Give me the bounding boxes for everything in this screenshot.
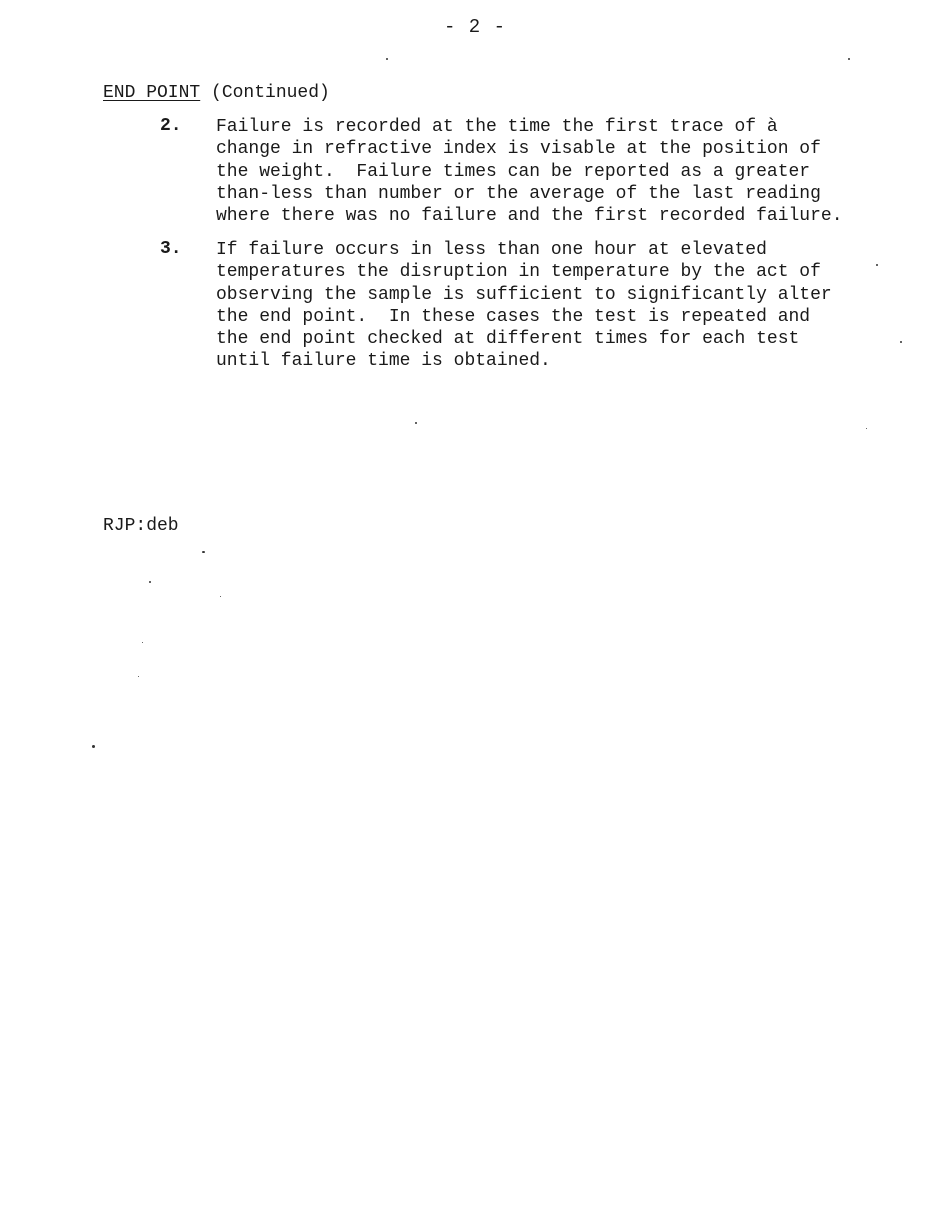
typist-initials: RJP:deb: [103, 516, 179, 536]
text-line: the weight. Failure times can be reported as a greater: [216, 161, 811, 182]
text-line: where there was no failure and the first recorded failure.: [216, 206, 843, 227]
section-heading-suffix: (Continued): [200, 83, 330, 103]
scan-speck: [848, 58, 850, 60]
text-line: than-less than number or the average of the last reading: [216, 183, 821, 204]
scan-speck: [415, 422, 417, 424]
text-line: until failure time is obtained.: [216, 351, 551, 372]
text-line: change in refractive index is visable at the position of: [216, 139, 821, 160]
scan-speck: [386, 58, 388, 60]
text-line: the end point checked at different times for each test: [216, 329, 800, 350]
section-heading-title: END POINT: [103, 83, 201, 103]
text-line: observing the sample is sufficient to significantly alter: [216, 284, 832, 305]
item-number: 2.: [160, 116, 182, 136]
scan-speck: [138, 676, 139, 677]
scan-speck: [866, 428, 867, 429]
item-number: 3.: [160, 239, 182, 259]
scan-speck: [876, 264, 878, 266]
scan-speck: [142, 642, 143, 643]
item-text: [216, 239, 832, 373]
scan-speck: [149, 581, 151, 583]
text-line: temperatures the disruption in temperature by the act of: [216, 262, 821, 283]
scan-speck: [220, 596, 221, 597]
text-line: Failure is recorded at the time the first trace of à: [216, 117, 778, 137]
scan-speck: [92, 745, 95, 748]
text-line: If failure occurs in less than one hour at elevated: [216, 240, 767, 260]
text-line: the end point. In these cases the test is repeated and: [216, 306, 811, 327]
item-text: [216, 116, 843, 227]
page-number: - 2 -: [443, 16, 506, 38]
section-heading: [103, 82, 330, 104]
scan-speck: [202, 551, 205, 553]
scan-speck: [900, 341, 902, 343]
